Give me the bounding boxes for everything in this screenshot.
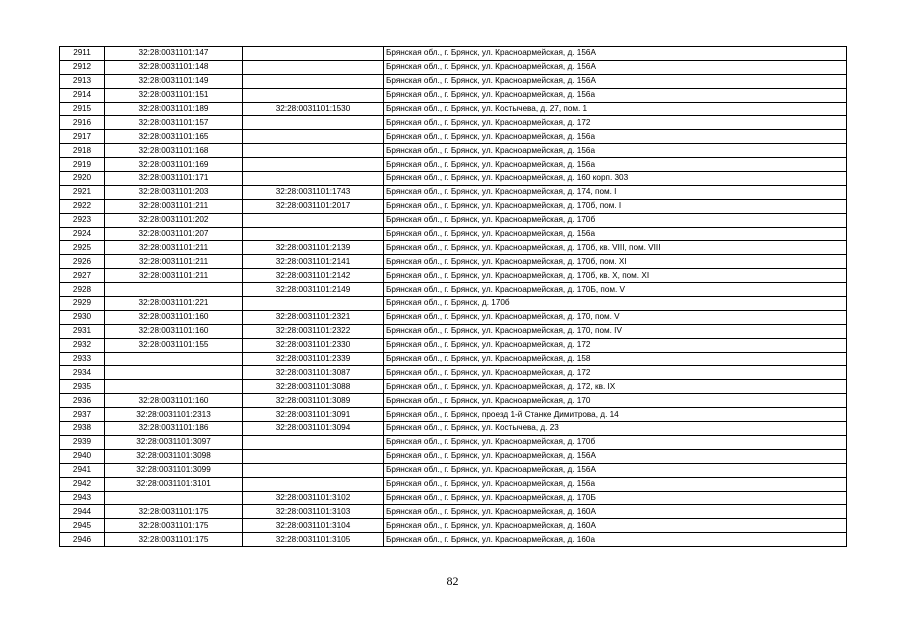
table-row: [60, 269, 847, 283]
row-number-cell: 2913: [60, 74, 105, 88]
row-number-cell: 2925: [60, 241, 105, 255]
related-cadastral-number-cell: [243, 213, 384, 227]
cadastral-number-cell: 32:28:0031101:202: [105, 213, 243, 227]
cadastral-number-cell: 32:28:0031101:175: [105, 519, 243, 533]
address-cell: Брянская обл., г. Брянск, ул. Красноармейская, д. 172: [384, 338, 847, 352]
cadastral-number-cell: 32:28:0031101:221: [105, 297, 243, 311]
related-cadastral-number-cell: 32:28:0031101:2017: [243, 199, 384, 213]
table-row: [60, 116, 847, 130]
related-cadastral-number-cell: [243, 297, 384, 311]
related-cadastral-number-cell: 32:28:0031101:3094: [243, 422, 384, 436]
table-row: [60, 380, 847, 394]
related-cadastral-number-cell: 32:28:0031101:2139: [243, 241, 384, 255]
related-cadastral-number-cell: 32:28:0031101:2339: [243, 352, 384, 366]
table-row: [60, 449, 847, 463]
address-cell: Брянская обл., г. Брянск, ул. Красноармейская, д. 160а: [384, 533, 847, 547]
row-number-cell: 2929: [60, 297, 105, 311]
table-row: [60, 130, 847, 144]
cadastral-number-cell: 32:28:0031101:207: [105, 227, 243, 241]
address-cell: Брянская обл., г. Брянск, ул. Красноармейская, д. 156А: [384, 463, 847, 477]
row-number-cell: 2941: [60, 463, 105, 477]
address-cell: Брянская обл., г. Брянск, ул. Красноармейская, д. 170, пом. V: [384, 310, 847, 324]
related-cadastral-number-cell: [243, 463, 384, 477]
table-row: [60, 47, 847, 61]
row-number-cell: 2934: [60, 366, 105, 380]
cadastral-number-cell: 32:28:0031101:3101: [105, 477, 243, 491]
related-cadastral-number-cell: [243, 158, 384, 172]
cadastral-number-cell: 32:28:0031101:149: [105, 74, 243, 88]
address-cell: Брянская обл., г. Брянск, ул. Красноармейская, д. 156а: [384, 130, 847, 144]
related-cadastral-number-cell: [243, 227, 384, 241]
related-cadastral-number-cell: [243, 60, 384, 74]
related-cadastral-number-cell: 32:28:0031101:3091: [243, 408, 384, 422]
address-cell: Брянская обл., г. Брянск, ул. Красноармейская, д. 170, пом. IV: [384, 324, 847, 338]
related-cadastral-number-cell: [243, 130, 384, 144]
address-cell: Брянская обл., г. Брянск, ул. Красноармейская, д. 174, пом. I: [384, 185, 847, 199]
related-cadastral-number-cell: [243, 477, 384, 491]
related-cadastral-number-cell: [243, 116, 384, 130]
table-row: [60, 324, 847, 338]
cadastral-number-cell: 32:28:0031101:168: [105, 144, 243, 158]
related-cadastral-number-cell: 32:28:0031101:2321: [243, 310, 384, 324]
row-number-cell: 2932: [60, 338, 105, 352]
row-number-cell: 2919: [60, 158, 105, 172]
address-cell: Брянская обл., г. Брянск, ул. Красноармейская, д. 172: [384, 366, 847, 380]
address-cell: Брянская обл., г. Брянск, ул. Красноармейская, д. 170б, кв. VIII, пом. VIII: [384, 241, 847, 255]
related-cadastral-number-cell: 32:28:0031101:3104: [243, 519, 384, 533]
cadastral-number-cell: 32:28:0031101:211: [105, 255, 243, 269]
table-row: [60, 491, 847, 505]
address-cell: Брянская обл., г. Брянск, ул. Красноармейская, д. 156А: [384, 60, 847, 74]
row-number-cell: 2931: [60, 324, 105, 338]
table-row: [60, 199, 847, 213]
address-cell: Брянская обл., г. Брянск, ул. Красноармейская, д. 170б, кв. X, пом. XI: [384, 269, 847, 283]
cadastral-number-cell: [105, 283, 243, 297]
address-cell: Брянская обл., г. Брянск, ул. Костычева, д. 23: [384, 422, 847, 436]
cadastral-number-cell: 32:28:0031101:186: [105, 422, 243, 436]
row-number-cell: 2920: [60, 172, 105, 186]
address-cell: Брянская обл., г. Брянск, ул. Красноармейская, д. 170: [384, 394, 847, 408]
table-row: [60, 435, 847, 449]
address-cell: Брянская обл., г. Брянск, ул. Красноармейская, д. 156а: [384, 227, 847, 241]
table-row: [60, 158, 847, 172]
cadastral-number-cell: [105, 491, 243, 505]
row-number-cell: 2933: [60, 352, 105, 366]
cadastral-number-cell: 32:28:0031101:155: [105, 338, 243, 352]
related-cadastral-number-cell: 32:28:0031101:2322: [243, 324, 384, 338]
row-number-cell: 2918: [60, 144, 105, 158]
cadastral-registry-table: [59, 46, 847, 547]
cadastral-number-cell: 32:28:0031101:147: [105, 47, 243, 61]
row-number-cell: 2936: [60, 394, 105, 408]
cadastral-number-cell: 32:28:0031101:160: [105, 310, 243, 324]
related-cadastral-number-cell: 32:28:0031101:3105: [243, 533, 384, 547]
row-number-cell: 2917: [60, 130, 105, 144]
address-cell: Брянская обл., г. Брянск, ул. Красноармейская, д. 156а: [384, 477, 847, 491]
row-number-cell: 2912: [60, 60, 105, 74]
address-cell: Брянская обл., г. Брянск, ул. Красноармейская, д. 170б, пом. I: [384, 199, 847, 213]
cadastral-number-cell: 32:28:0031101:169: [105, 158, 243, 172]
address-cell: Брянская обл., г. Брянск, ул. Красноармейская, д. 156А: [384, 449, 847, 463]
address-cell: Брянская обл., г. Брянск, ул. Красноармейская, д. 170б, пом. XI: [384, 255, 847, 269]
table-row: [60, 172, 847, 186]
cadastral-number-cell: 32:28:0031101:189: [105, 102, 243, 116]
cadastral-number-cell: 32:28:0031101:148: [105, 60, 243, 74]
cadastral-number-cell: 32:28:0031101:3097: [105, 435, 243, 449]
cadastral-number-cell: 32:28:0031101:165: [105, 130, 243, 144]
related-cadastral-number-cell: [243, 435, 384, 449]
related-cadastral-number-cell: [243, 74, 384, 88]
related-cadastral-number-cell: [243, 172, 384, 186]
cadastral-number-cell: 32:28:0031101:160: [105, 394, 243, 408]
cadastral-number-cell: [105, 352, 243, 366]
row-number-cell: 2946: [60, 533, 105, 547]
related-cadastral-number-cell: 32:28:0031101:1743: [243, 185, 384, 199]
related-cadastral-number-cell: 32:28:0031101:2330: [243, 338, 384, 352]
page-number: 82: [446, 574, 459, 588]
registry-table-body: [60, 47, 847, 547]
related-cadastral-number-cell: 32:28:0031101:1530: [243, 102, 384, 116]
table-row: [60, 102, 847, 116]
table-row: [60, 227, 847, 241]
related-cadastral-number-cell: 32:28:0031101:2142: [243, 269, 384, 283]
cadastral-number-cell: 32:28:0031101:203: [105, 185, 243, 199]
table-row: [60, 60, 847, 74]
table-row: [60, 297, 847, 311]
row-number-cell: 2937: [60, 408, 105, 422]
row-number-cell: 2922: [60, 199, 105, 213]
table-row: [60, 519, 847, 533]
cadastral-number-cell: 32:28:0031101:211: [105, 241, 243, 255]
address-cell: Брянская обл., г. Брянск, ул. Красноармейская, д. 156а: [384, 158, 847, 172]
related-cadastral-number-cell: [243, 47, 384, 61]
row-number-cell: 2940: [60, 449, 105, 463]
table-row: [60, 338, 847, 352]
row-number-cell: 2938: [60, 422, 105, 436]
related-cadastral-number-cell: 32:28:0031101:3089: [243, 394, 384, 408]
cadastral-number-cell: 32:28:0031101:211: [105, 199, 243, 213]
cadastral-number-cell: 32:28:0031101:175: [105, 533, 243, 547]
table-row: [60, 144, 847, 158]
address-cell: Брянская обл., г. Брянск, ул. Красноармейская, д. 156А: [384, 74, 847, 88]
cadastral-number-cell: 32:28:0031101:151: [105, 88, 243, 102]
address-cell: Брянская обл., г. Брянск, ул. Красноармейская, д. 172: [384, 116, 847, 130]
row-number-cell: 2943: [60, 491, 105, 505]
row-number-cell: 2945: [60, 519, 105, 533]
address-cell: Брянская обл., г. Брянск, ул. Красноармейская, д. 170б: [384, 213, 847, 227]
related-cadastral-number-cell: [243, 144, 384, 158]
table-row: [60, 463, 847, 477]
address-cell: Брянская обл., г. Брянск, ул. Красноармейская, д. 172, кв. IX: [384, 380, 847, 394]
cadastral-number-cell: [105, 380, 243, 394]
table-row: [60, 505, 847, 519]
address-cell: Брянская обл., г. Брянск, д. 170б: [384, 297, 847, 311]
address-cell: Брянская обл., г. Брянск, ул. Красноармейская, д. 160А: [384, 505, 847, 519]
related-cadastral-number-cell: 32:28:0031101:3103: [243, 505, 384, 519]
table-row: [60, 283, 847, 297]
address-cell: Брянская обл., г. Брянск, ул. Красноармейская, д. 170б: [384, 435, 847, 449]
table-row: [60, 477, 847, 491]
cadastral-number-cell: 32:28:0031101:160: [105, 324, 243, 338]
row-number-cell: 2921: [60, 185, 105, 199]
table-row: [60, 185, 847, 199]
row-number-cell: 2942: [60, 477, 105, 491]
address-cell: Брянская обл., г. Брянск, ул. Красноармейская, д. 170Б, пом. V: [384, 283, 847, 297]
row-number-cell: 2939: [60, 435, 105, 449]
row-number-cell: 2915: [60, 102, 105, 116]
row-number-cell: 2924: [60, 227, 105, 241]
row-number-cell: 2916: [60, 116, 105, 130]
address-cell: Брянская обл., г. Брянск, ул. Красноармейская, д. 170Б: [384, 491, 847, 505]
address-cell: Брянская обл., г. Брянск, проезд 1-й Станке Димитрова, д. 14: [384, 408, 847, 422]
row-number-cell: 2926: [60, 255, 105, 269]
related-cadastral-number-cell: 32:28:0031101:3102: [243, 491, 384, 505]
cadastral-number-cell: 32:28:0031101:157: [105, 116, 243, 130]
table-row: [60, 213, 847, 227]
address-cell: Брянская обл., г. Брянск, ул. Красноармейская, д. 156а: [384, 144, 847, 158]
related-cadastral-number-cell: [243, 88, 384, 102]
row-number-cell: 2911: [60, 47, 105, 61]
table-row: [60, 533, 847, 547]
row-number-cell: 2923: [60, 213, 105, 227]
related-cadastral-number-cell: 32:28:0031101:3087: [243, 366, 384, 380]
address-cell: Брянская обл., г. Брянск, ул. Красноармейская, д. 160 корп. 303: [384, 172, 847, 186]
row-number-cell: 2935: [60, 380, 105, 394]
related-cadastral-number-cell: 32:28:0031101:2149: [243, 283, 384, 297]
cadastral-number-cell: 32:28:0031101:171: [105, 172, 243, 186]
row-number-cell: 2930: [60, 310, 105, 324]
row-number-cell: 2928: [60, 283, 105, 297]
cadastral-number-cell: 32:28:0031101:211: [105, 269, 243, 283]
related-cadastral-number-cell: 32:28:0031101:2141: [243, 255, 384, 269]
table-row: [60, 255, 847, 269]
address-cell: Брянская обл., г. Брянск, ул. Красноармейская, д. 156А: [384, 47, 847, 61]
address-cell: Брянская обл., г. Брянск, ул. Красноармейская, д. 156а: [384, 88, 847, 102]
table-row: [60, 394, 847, 408]
related-cadastral-number-cell: 32:28:0031101:3088: [243, 380, 384, 394]
table-row: [60, 241, 847, 255]
address-cell: Брянская обл., г. Брянск, ул. Красноармейская, д. 158: [384, 352, 847, 366]
table-row: [60, 88, 847, 102]
table-row: [60, 422, 847, 436]
table-row: [60, 352, 847, 366]
cadastral-number-cell: 32:28:0031101:2313: [105, 408, 243, 422]
row-number-cell: 2927: [60, 269, 105, 283]
cadastral-number-cell: [105, 366, 243, 380]
row-number-cell: 2944: [60, 505, 105, 519]
related-cadastral-number-cell: [243, 449, 384, 463]
cadastral-number-cell: 32:28:0031101:3098: [105, 449, 243, 463]
address-cell: Брянская обл., г. Брянск, ул. Красноармейская, д. 160А: [384, 519, 847, 533]
cadastral-number-cell: 32:28:0031101:175: [105, 505, 243, 519]
table-row: [60, 74, 847, 88]
address-cell: Брянская обл., г. Брянск, ул. Костычева, д. 27, пом. 1: [384, 102, 847, 116]
row-number-cell: 2914: [60, 88, 105, 102]
cadastral-number-cell: 32:28:0031101:3099: [105, 463, 243, 477]
table-row: [60, 366, 847, 380]
table-row: [60, 310, 847, 324]
table-row: [60, 408, 847, 422]
